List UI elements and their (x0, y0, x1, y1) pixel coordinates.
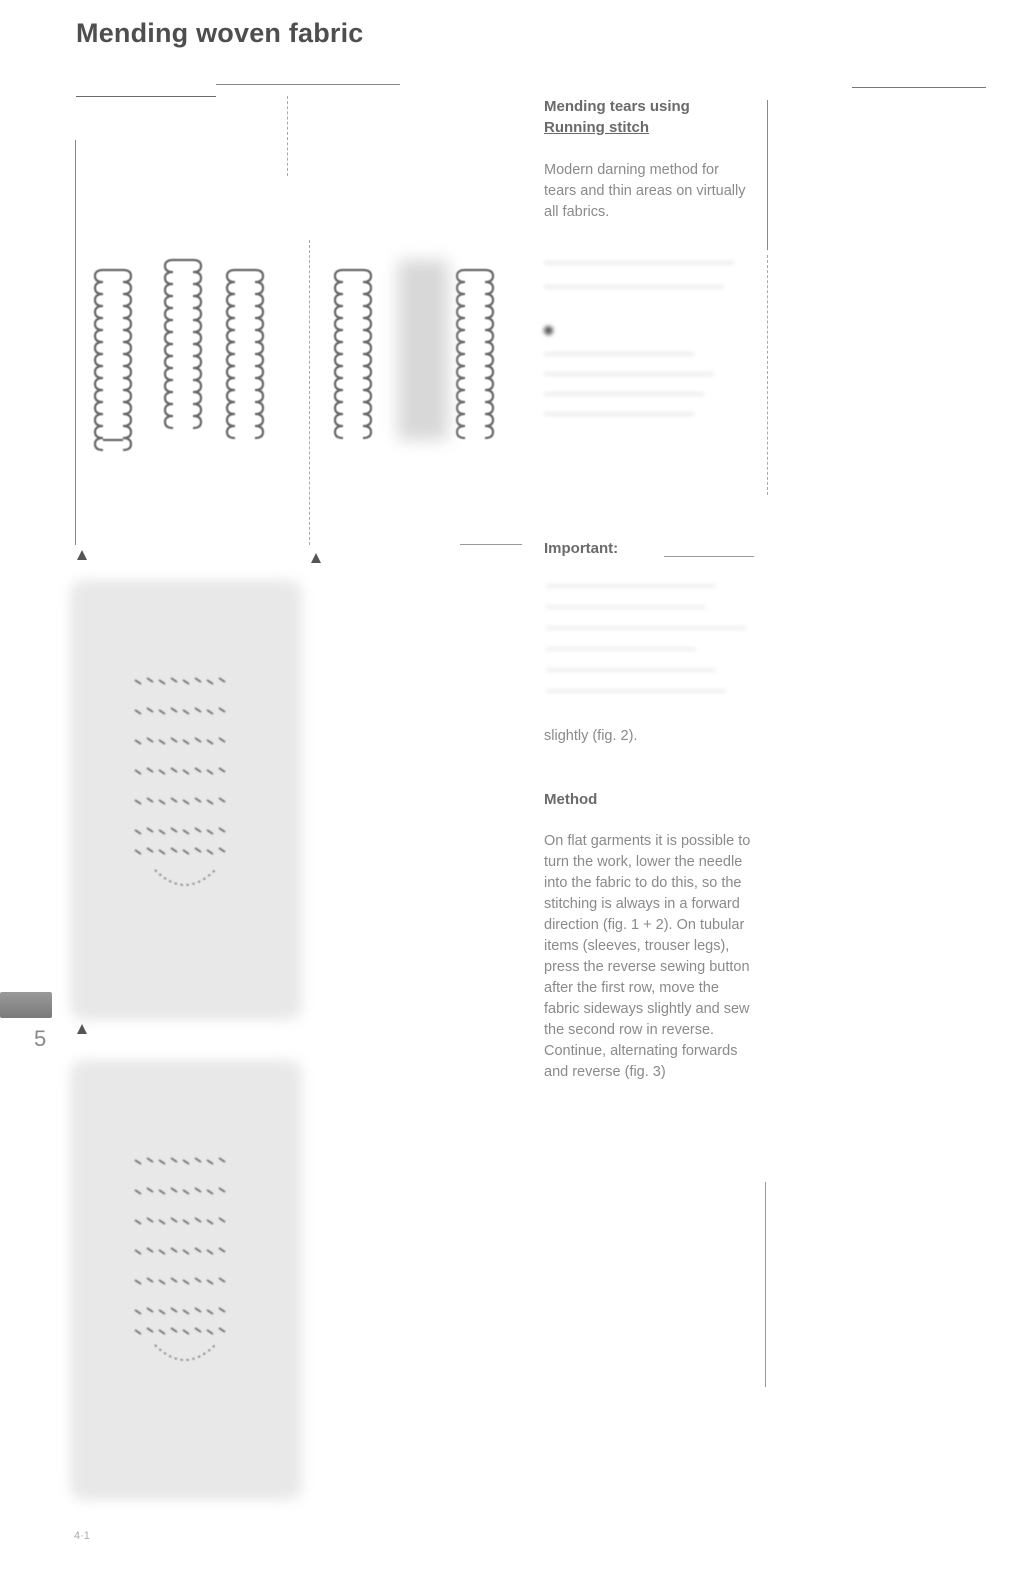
fig1-frame-line (75, 140, 76, 545)
bullet-icon (544, 326, 553, 335)
important-rule-right (664, 556, 754, 557)
fig1-marker-icon (77, 550, 87, 560)
text-column-rule-top (767, 100, 768, 250)
fig2-marker-icon (311, 553, 321, 563)
illegible-instructions (544, 262, 744, 415)
patch2-outline (155, 1345, 215, 1360)
darned-patch-2 (125, 1140, 245, 1380)
fig1-stitch-row-1 (95, 270, 131, 450)
fig2-stitch-row-2 (457, 270, 493, 438)
fig1-dash (287, 96, 288, 176)
footer-mark: 4·1 (74, 1530, 90, 1542)
chapter-tab (0, 992, 52, 1018)
patch1-stitches (135, 678, 225, 854)
method-body: On flat garments it is possible to turn the work, lower the needle into the fabric to do this, so the stitching is always in a forward direction (fig. 1 + 2). On tubular items (sleeves, trouser legs), press the reverse sewing button after the first row, move the fabric sideways slightly and sew the second row in reverse. Continue, alternating forwards and reverse (fig. 3) (544, 833, 751, 1080)
page-title: Mending woven fabric (76, 18, 364, 48)
section-intro: Modern darning method for tears and thin areas on virtually all fabrics. (544, 162, 746, 220)
important-rule-left (460, 544, 522, 545)
fig2-frame-line (309, 240, 310, 545)
chapter-number: 5 (34, 1026, 47, 1051)
text-column-rule-dash (767, 255, 768, 495)
section-heading-line1: Mending tears using (544, 98, 690, 115)
fig1-stitch-diagram (88, 250, 278, 450)
important-illegible-text (546, 585, 746, 692)
method-heading: Method (544, 791, 598, 808)
bottom-column-rule (765, 1182, 766, 1387)
fig2-stitch-row-1 (335, 270, 371, 438)
fig1-stitch-row-2 (165, 260, 201, 428)
fig1-stitch-row-3 (227, 270, 263, 438)
top-rule-left (76, 96, 216, 97)
section-heading-line2: Running stitch (544, 119, 649, 136)
fig2-stitch-diagram (328, 250, 518, 450)
fig3-marker-icon (77, 1024, 87, 1034)
darned-patch-1 (125, 650, 245, 900)
important-tail: slightly (fig. 2). (544, 728, 638, 744)
patch1-outline (155, 870, 215, 885)
fig2-torn-area (398, 260, 448, 440)
section-heading (544, 96, 690, 138)
important-heading: Important: (544, 540, 619, 557)
top-rule-right (852, 87, 986, 88)
top-rule-mid (216, 84, 400, 85)
patch2-stitches (135, 1158, 225, 1334)
